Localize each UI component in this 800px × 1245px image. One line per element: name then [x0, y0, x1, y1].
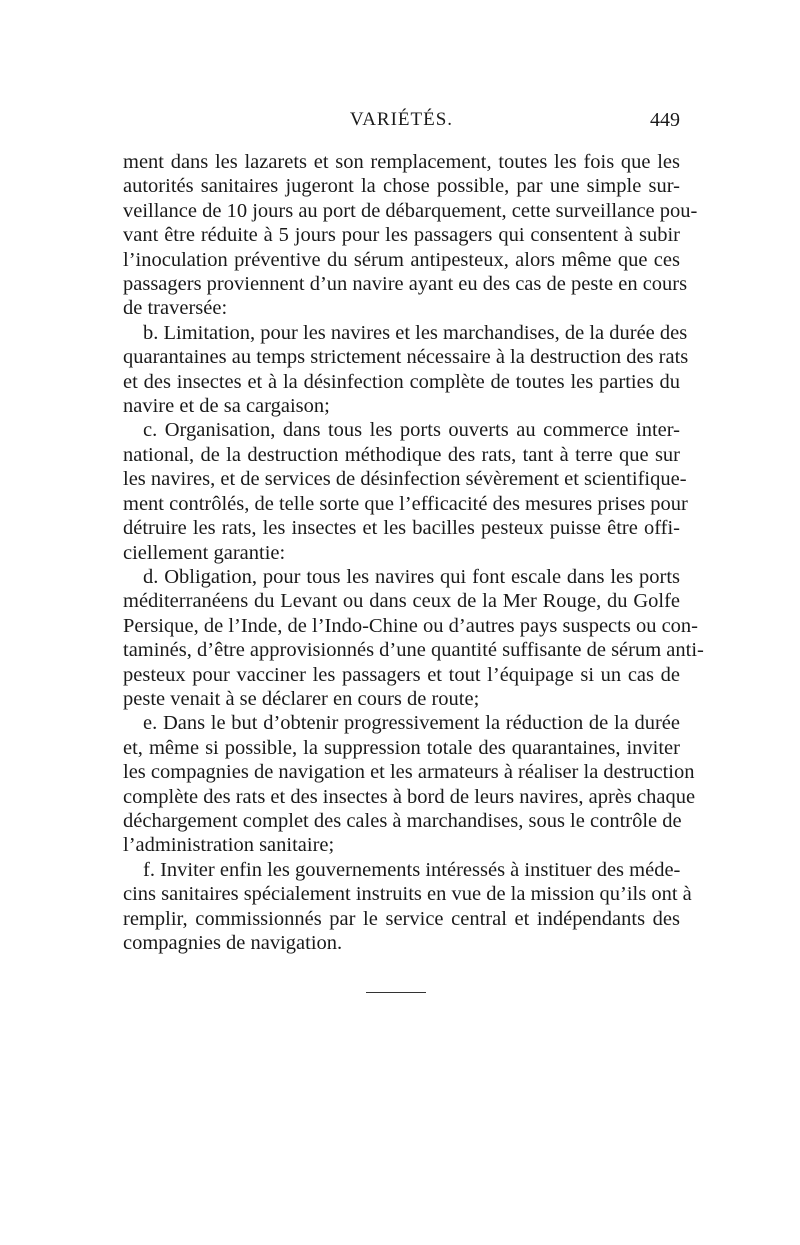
running-title: VARIÉTÉS.: [349, 109, 454, 130]
text-line: quarantaines au temps strictement nécessaire à la destruction des rats: [123, 346, 689, 369]
page-number: 449: [650, 109, 680, 131]
text-line: de traversée:: [123, 297, 228, 320]
text-line: les compagnies de navigation et les armateurs à réaliser la destruction: [123, 761, 695, 784]
text-line: complète des rats et des insectes à bord de leurs navires, après chaque: [123, 785, 696, 808]
text-line: passagers proviennent d’un navire ayant eu des cas de peste en cours: [123, 273, 688, 296]
text-line: l’inoculation préventive du sérum antipesteux, alors même que ces: [123, 248, 680, 271]
text-line: déchargement complet des cales à marchandises, sous le contrôle de: [123, 809, 682, 832]
text-line: ciellement garantie:: [123, 541, 286, 564]
text-line: f. Inviter enfin les gouvernements intéressés à instituer des méde-: [143, 858, 681, 881]
text-line: c. Organisation, dans tous les ports ouverts au commerce inter-: [143, 419, 680, 442]
text-line: b. Limitation, pour les navires et les marchandises, de la durée des: [143, 321, 688, 344]
text-line: ment contrôlés, de telle sorte que l’efficacité des mesures prises pour: [123, 492, 688, 515]
text-line: l’administration sanitaire;: [123, 834, 335, 857]
body-text: [123, 150, 704, 955]
section-divider: [366, 992, 426, 993]
text-line: navire et de sa cargaison;: [123, 395, 330, 418]
text-line: remplir, commissionnés par le service central et indépendants des: [123, 907, 680, 930]
text-line: compagnies de navigation.: [123, 932, 343, 954]
text-line: Persique, de l’Inde, de l’Indo-Chine ou d’autres pays suspects ou con-: [123, 614, 698, 637]
text-line: peste venait à se déclarer en cours de route;: [123, 687, 480, 710]
text-line: détruire les rats, les insectes et les bacilles pesteux puisse être offi-: [123, 517, 680, 540]
text-line: taminés, d’être approvisionnés d’une quantité suffisante de sérum anti-: [123, 639, 704, 662]
text-line: et des insectes et à la désinfection complète de toutes les parties du: [123, 370, 680, 393]
text-line: méditerranéens du Levant ou dans ceux de la Mer Rouge, du Golfe: [123, 590, 680, 613]
text-line: les navires, et de services de désinfection sévèrement et scientifique-: [123, 468, 687, 491]
text-line: e. Dans le but d’obtenir progressivement la réduction de la durée: [143, 712, 680, 735]
text-line: ment dans les lazarets et son remplacement, toutes les fois que les: [123, 151, 680, 173]
text-line: vant être réduite à 5 jours pour les passagers qui consentent à subir: [123, 224, 680, 247]
text-line: pesteux pour vacciner les passagers et tout l’équipage si un cas de: [123, 663, 680, 686]
text-line: national, de la destruction méthodique des rats, tant à terre que sur: [123, 443, 680, 466]
text-line: d. Obligation, pour tous les navires qui font escale dans les ports: [143, 565, 680, 588]
text-line: veillance de 10 jours au port de débarquement, cette surveillance pou-: [123, 199, 698, 222]
text-line: et, même si possible, la suppression totale des quarantaines, inviter: [123, 736, 680, 759]
text-line: cins sanitaires spécialement instruits en vue de la mission qu’ils ont à: [123, 883, 692, 906]
text-line: autorités sanitaires jugeront la chose possible, par une simple sur-: [123, 175, 680, 198]
